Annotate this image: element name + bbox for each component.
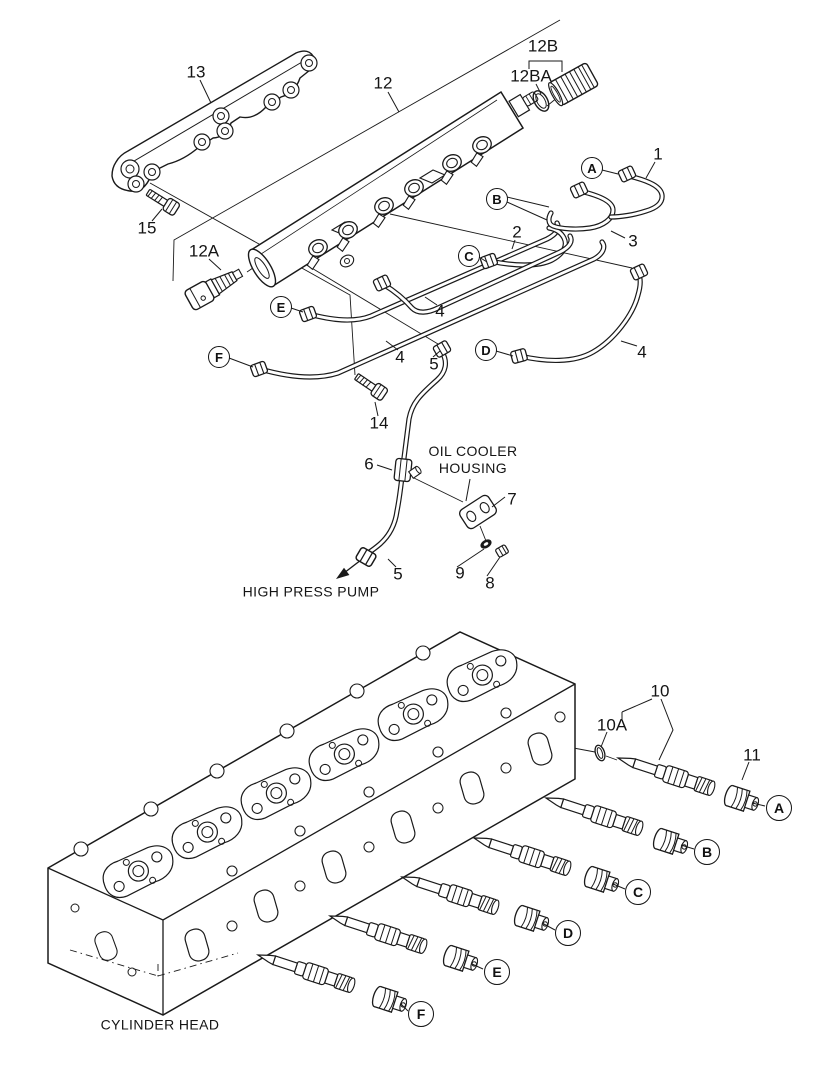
injector-callout-c: C (625, 879, 651, 905)
oil-cooler-housing-caption (428, 443, 517, 477)
clamp-bracket-13 (112, 51, 317, 192)
rail-callout-b: B (486, 188, 508, 210)
oil-cooler-housing-line1: OIL COOLER (428, 443, 518, 459)
injector-callout-f: F (408, 1001, 434, 1027)
injector-callout-d: D (555, 920, 581, 946)
callout-12ba: 12BA (510, 66, 552, 86)
callout-13: 13 (186, 62, 206, 82)
callout-12a: 12A (188, 241, 220, 261)
callout-6: 6 (364, 454, 374, 474)
callout-11: 11 (743, 745, 761, 765)
cylinder-head (48, 632, 575, 1015)
callout-15: 15 (137, 218, 157, 238)
rail-callout-f: F (208, 346, 230, 368)
high-press-pump-caption: HIGH PRESS PUMP (242, 583, 380, 600)
rail-callout-c: C (458, 245, 480, 267)
callout-4-a: 4 (435, 301, 445, 321)
injector-callout-a: A (766, 795, 792, 821)
washer-9 (479, 538, 493, 551)
callout-14: 14 (369, 413, 389, 433)
callout-5-b: 5 (393, 564, 403, 584)
callout-4-b: 4 (395, 347, 405, 367)
callout-12: 12 (373, 73, 393, 93)
callout-2: 2 (512, 222, 522, 242)
rail-callout-a: A (581, 157, 603, 179)
injector-callout-b: B (694, 839, 720, 865)
bolt-15 (144, 186, 180, 216)
callout-5-a: 5 (429, 354, 439, 374)
callout-10a: 10A (596, 715, 628, 735)
rail-callout-e: E (270, 296, 292, 318)
oil-cooler-housing-clamp-7 (458, 494, 498, 531)
pressure-sensor-12a (184, 263, 246, 311)
injector-callout-e: E (484, 959, 510, 985)
pump-direction-arrow (336, 560, 361, 579)
callout-8: 8 (485, 573, 495, 593)
callout-3: 3 (628, 231, 638, 251)
oil-cooler-housing-line2: HOUSING (438, 460, 508, 476)
callout-7: 7 (507, 489, 517, 509)
callout-10: 10 (650, 681, 670, 701)
nut-8 (495, 544, 509, 557)
callout-9: 9 (455, 563, 465, 583)
rail-callout-d: D (475, 339, 497, 361)
cylinder-head-caption: CYLINDER HEAD (100, 1016, 220, 1033)
pipe-union-6 (394, 458, 412, 482)
bolt-14 (353, 371, 389, 402)
o-ring-10a (593, 744, 607, 762)
callout-4-c: 4 (637, 342, 647, 362)
callout-1: 1 (653, 144, 663, 164)
callout-12b: 12B (527, 36, 559, 56)
